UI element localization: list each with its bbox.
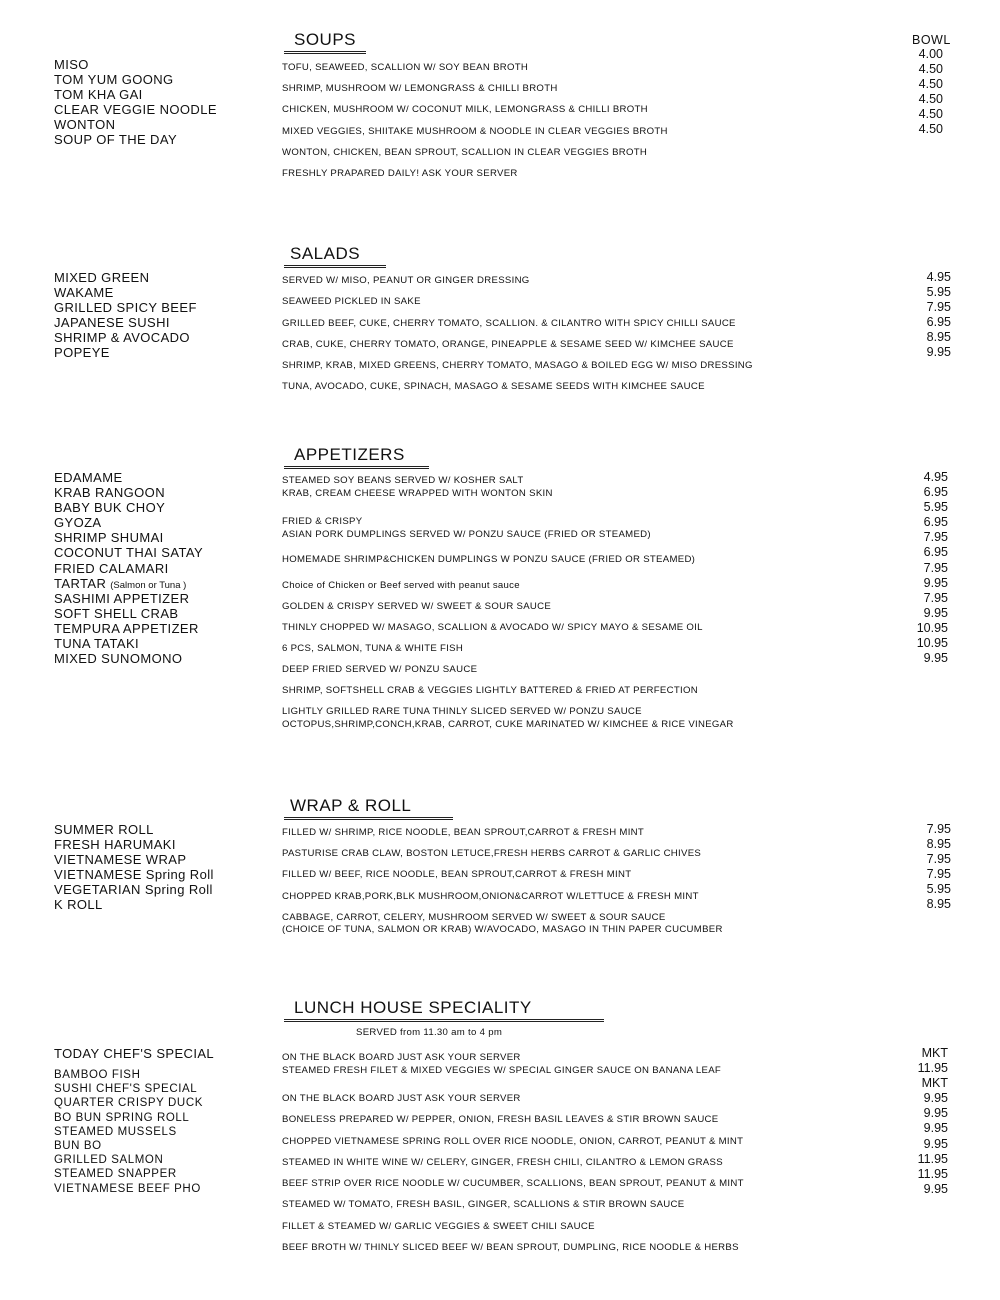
menu-item-price: MKT: [921, 1046, 948, 1060]
menu-item-description: STEAMED IN WHITE WINE W/ CELERY, GINGER, FRESH CHILI, CILANTRO & LEMON GRASS: [282, 1156, 723, 1168]
menu-item-price: MKT: [921, 1076, 948, 1091]
menu-item-description: ON THE BLACK BOARD JUST ASK YOUR SERVER: [282, 1093, 521, 1104]
menu-item-name: TARTAR: [54, 575, 107, 591]
menu-item-name: JAPANESE SUSHI: [54, 315, 170, 331]
menu-item-price: 7.95: [926, 852, 951, 867]
menu-item-price: 9.95: [923, 1121, 948, 1136]
menu-item-name: MIXED SUNOMONO: [54, 651, 183, 667]
salads-prices: [927, 270, 951, 361]
menu-item-name: SHRIMP & AVOCADO: [54, 330, 190, 346]
menu-item-description: FRIED & CRISPY: [282, 516, 363, 527]
menu-item-price: 10.95: [916, 620, 948, 635]
menu-item-description: SHRIMP, KRAB, MIXED GREENS, CHERRY TOMATO, MASAGO & BOILED EGG W/ MISO DRESSING: [282, 360, 753, 372]
soups-item-names: [54, 57, 217, 148]
menu-item-description: SHRIMP, SOFTSHELL CRAB & VEGGIES LIGHTLY BATTERED & FRIED AT PERFECTION: [282, 685, 698, 696]
menu-item-name: SHRIMP SHUMAI: [54, 530, 164, 546]
menu-item-price: 9.95: [923, 1106, 948, 1121]
wrap-roll-descriptions: [282, 827, 723, 937]
menu-item-name: MISO: [54, 57, 89, 72]
menu-item-description: PASTURISE CRAB CLAW, BOSTON LETUCE,FRESH HERBS CARROT & GARLIC CHIVES: [282, 848, 702, 860]
soups-prices: [919, 47, 943, 138]
menu-item-name: STEAMED SNAPPER: [54, 1168, 177, 1181]
menu-item-description: STEAMED FRESH FILET & MIXED VEGGIES W/ SPECIAL GINGER SAUCE ON BANANA LEAF: [282, 1064, 722, 1076]
menu-item-name: KRAB RANGOON: [54, 485, 165, 501]
menu-item-name: WAKAME: [54, 285, 114, 301]
menu-item-price: 9.95: [923, 1091, 948, 1106]
menu-item-price: 7.95: [923, 560, 948, 575]
menu-item-name: SOUP OF THE DAY: [54, 132, 178, 148]
menu-item-description: HOMEMADE SHRIMP&CHICKEN DUMPLINGS W PONZU SAUCE (FRIED OR STEAMED): [282, 554, 696, 565]
menu-item-name: STEAMED MUSSELS: [54, 1125, 177, 1138]
menu-item-description: SERVED W/ MISO, PEANUT OR GINGER DRESSING: [282, 275, 530, 286]
menu-item-name: EDAMAME: [54, 470, 123, 485]
menu-item-description: SEAWEED PICKLED IN SAKE: [282, 296, 421, 308]
menu-item-price: 7.95: [926, 867, 951, 882]
menu-item-price: 4.50: [918, 122, 943, 137]
menu-item-price: 4.95: [926, 270, 951, 284]
menu-item-description: BEEF BROTH W/ THINLY SLICED BEEF W/ BEAN SPROUT, DUMPLING, RICE NOODLE & HERBS: [282, 1242, 739, 1254]
menu-item-description: GOLDEN & CRISPY SERVED W/ SWEET & SOUR SAUCE: [282, 601, 552, 612]
bowl-price-header: BOWL: [912, 33, 951, 47]
menu-item-description: SHRIMP, MUSHROOM W/ LEMONGRASS & CHILLI BROTH: [282, 83, 558, 95]
menu-item-description: Choice of Chicken or Beef served with peanut sauce: [282, 580, 520, 591]
menu-item-name: COCONUT THAI SATAY: [54, 545, 204, 561]
menu-item-price: 11.95: [917, 1061, 948, 1076]
menu-item-name: GYOZA: [54, 515, 102, 531]
menu-item-description: DEEP FRIED SERVED W/ PONZU SAUCE: [282, 664, 478, 675]
menu-item-name: SUSHI CHEF'S SPECIAL: [54, 1083, 198, 1096]
menu-item-price: 9.95: [923, 1181, 948, 1196]
menu-item-description: FILLED W/ BEEF, RICE NOODLE, BEAN SPROUT,CARROT & FRESH MINT: [282, 869, 632, 881]
menu-item-name: QUARTER CRISPY DUCK: [54, 1097, 204, 1110]
menu-item-price: 4.50: [918, 77, 943, 92]
menu-item-price: 5.95: [923, 500, 948, 515]
menu-item-name: FRESH HARUMAKI: [54, 837, 176, 853]
menu-item-name: SASHIMI APPETIZER: [54, 590, 190, 606]
tartar-option-note: (Salmon or Tuna ): [110, 579, 187, 591]
menu-item-price: 4.00: [918, 47, 943, 61]
menu-item-description: CABBAGE, CARROT, CELERY, MUSHROOM SERVED W/ SWEET & SOUR SAUCE: [282, 911, 666, 923]
appetizers-heading: APPETIZERS: [284, 445, 429, 469]
menu-item-description: GRILLED BEEF, CUKE, CHERRY TOMATO, SCALLION. & CILANTRO WITH SPICY CHILLI SAUCE: [282, 317, 736, 329]
menu-item-name: SOFT SHELL CRAB: [54, 605, 179, 621]
menu-item-price: 8.95: [926, 837, 951, 852]
menu-item-description: LIGHTLY GRILLED RARE TUNA THINLY SLICED SERVED W/ PONZU SAUCE: [282, 706, 642, 717]
menu-item-name: GRILLED SPICY BEEF: [54, 300, 197, 316]
menu-item-name-tartar: [54, 576, 203, 591]
menu-item-price: 4.50: [918, 107, 943, 122]
menu-item-price: 6.95: [923, 515, 948, 530]
menu-item-price: 11.95: [917, 1151, 948, 1166]
menu-item-price: 5.95: [926, 882, 951, 897]
menu-item-price: 4.95: [923, 470, 948, 484]
lunch-descriptions: [282, 1052, 744, 1255]
menu-item-name: VIETNAMESE Spring Roll: [54, 867, 214, 883]
menu-item-name: BAMBOO FISH: [54, 1069, 141, 1081]
menu-item-price: 11.95: [917, 1166, 948, 1181]
salads-heading: SALADS: [284, 244, 386, 268]
menu-item-name: MIXED GREEN: [54, 270, 150, 285]
menu-item-description: WONTON, CHICKEN, BEAN SPROUT, SCALLION IN CLEAR VEGGIES BROTH: [282, 146, 648, 158]
menu-item-description: STEAMED W/ TOMATO, FRESH BASIL, GINGER, SCALLIONS & STIR BROWN SAUCE: [282, 1199, 685, 1211]
menu-item-description: MIXED VEGGIES, SHIITAKE MUSHROOM & NOODLE IN CLEAR VEGGIES BROTH: [282, 125, 668, 137]
menu-item-price: 6.95: [923, 545, 948, 560]
wrap-roll-heading: WRAP & ROLL: [284, 796, 453, 820]
menu-item-name: BABY BUK CHOY: [54, 500, 166, 516]
menu-item-price: 9.95: [926, 345, 951, 360]
menu-item-price: 7.95: [923, 590, 948, 605]
menu-item-price: 6.95: [923, 485, 948, 500]
menu-item-description: (CHOICE OF TUNA, SALMON OR KRAB) W/AVOCADO, MASAGO IN THIN PAPER CUCUMBER: [282, 924, 723, 936]
menu-item-name: VIETNAMESE WRAP: [54, 852, 187, 868]
menu-item-description: STEAMED SOY BEANS SERVED W/ KOSHER SALT: [282, 475, 524, 486]
wrap-roll-prices: [927, 822, 951, 913]
menu-item-price: 7.95: [926, 822, 951, 836]
menu-item-description: TOFU, SEAWEED, SCALLION W/ SOY BEAN BROTH: [282, 62, 529, 73]
menu-item-name: SUMMER ROLL: [54, 822, 154, 837]
menu-item-name: POPEYE: [54, 345, 110, 361]
menu-item-price: 4.50: [918, 62, 943, 77]
menu-item-name: WONTON: [54, 117, 116, 133]
menu-item-name: TOM KHA GAI: [54, 87, 143, 103]
menu-item-price: 6.95: [926, 315, 951, 330]
menu-item-price: 9.95: [923, 575, 948, 590]
menu-item-price: 4.50: [918, 92, 943, 107]
menu-item-description: FILLET & STEAMED W/ GARLIC VEGGIES & SWEET CHILI SAUCE: [282, 1220, 595, 1232]
menu-item-description: FRESHLY PRAPARED DAILY! ASK YOUR SERVER: [282, 167, 518, 179]
salads-item-names: [54, 270, 197, 361]
menu-item-description: OCTOPUS,SHRIMP,CONCH,KRAB, CARROT, CUKE MARINATED W/ KIMCHEE & RICE VINEGAR: [282, 718, 734, 730]
menu-item-description: 6 PCS, SALMON, TUNA & WHITE FISH: [282, 643, 464, 654]
menu-item-description: BONELESS PREPARED W/ PEPPER, ONION, FRESH BASIL LEAVES & STIR BROWN SAUCE: [282, 1114, 719, 1126]
appetizers-item-names: [54, 470, 203, 666]
menu-item-description: ON THE BLACK BOARD JUST ASK YOUR SERVER: [282, 1052, 521, 1063]
menu-item-name: TUNA TATAKI: [54, 636, 140, 652]
menu-item-price: 7.95: [926, 300, 951, 315]
menu-item-price: 9.95: [923, 651, 948, 666]
soups-heading: SOUPS: [284, 30, 366, 54]
menu-item-name: K ROLL: [54, 897, 103, 913]
menu-item-price: 10.95: [916, 636, 948, 651]
menu-item-name: GRILLED SALMON: [54, 1154, 164, 1167]
menu-item-description: TUNA, AVOCADO, CUKE, SPINACH, MASAGO & SESAME SEEDS WITH KIMCHEE SAUCE: [282, 381, 705, 393]
menu-item-description: CHOPPED KRAB,PORK,BLK MUSHROOM,ONION&CARROT W/LETTUCE & FRESH MINT: [282, 890, 699, 902]
menu-item-name: VIETNAMESE BEEF PHO: [54, 1182, 201, 1195]
menu-item-name: VEGETARIAN Spring Roll: [54, 882, 213, 898]
appetizers-prices: [917, 470, 948, 666]
lunch-item-names: [54, 1068, 203, 1196]
menu-item-name: TOM YUM GOONG: [54, 72, 174, 88]
salads-descriptions: [282, 275, 753, 403]
lunch-first-item-name: TODAY CHEF'S SPECIAL: [54, 1046, 215, 1061]
soups-descriptions: [282, 62, 668, 189]
menu-item-description: KRAB, CREAM CHEESE WRAPPED WITH WONTON SKIN: [282, 488, 553, 499]
menu-item-name: FRIED CALAMARI: [54, 560, 169, 576]
menu-item-description: CHOPPED VIETNAMESE SPRING ROLL OVER RICE NOODLE, ONION, CARROT, PEANUT & MINT: [282, 1135, 744, 1147]
menu-item-name: CLEAR VEGGIE NOODLE: [54, 102, 217, 118]
menu-item-description: FILLED W/ SHRIMP, RICE NOODLE, BEAN SPROUT,CARROT & FRESH MINT: [282, 827, 645, 838]
menu-item-description: CHICKEN, MUSHROOM W/ COCONUT MILK, LEMONGRASS & CHILLI BROTH: [282, 104, 648, 116]
menu-item-price: 7.95: [923, 530, 948, 545]
menu-item-description: BEEF STRIP OVER RICE NOODLE W/ CUCUMBER, SCALLIONS, BEAN SPROUT, PEANUT & MINT: [282, 1178, 744, 1190]
menu-item-price: 8.95: [926, 897, 951, 912]
menu-item-price: 9.95: [923, 1136, 948, 1151]
menu-item-price: 9.95: [923, 605, 948, 620]
wrap-roll-item-names: [54, 822, 214, 913]
menu-item-description: CRAB, CUKE, CHERRY TOMATO, ORANGE, PINEAPPLE & SESAME SEED W/ KIMCHEE SAUCE: [282, 338, 734, 350]
menu-item-name: TEMPURA APPETIZER: [54, 620, 199, 636]
menu-item-description: ASIAN PORK DUMPLINGS SERVED W/ PONZU SAUCE (FRIED OR STEAMED): [282, 529, 651, 540]
menu-item-description: THINLY CHOPPED W/ MASAGO, SCALLION & AVOCADO W/ SPICY MAYO & SESAME OIL: [282, 622, 703, 633]
lunch-heading: LUNCH HOUSE SPECIALITY: [284, 998, 604, 1022]
menu-item-name: BUN BO: [54, 1139, 102, 1152]
menu-item-name: BO BUN SPRING ROLL: [54, 1111, 190, 1124]
menu-item-price: 5.95: [926, 285, 951, 300]
lunch-prices: [918, 1046, 948, 1197]
lunch-served-hours: SERVED from 11.30 am to 4 pm: [356, 1027, 503, 1038]
menu-item-price: 8.95: [926, 330, 951, 345]
appetizers-descriptions: [282, 475, 734, 731]
